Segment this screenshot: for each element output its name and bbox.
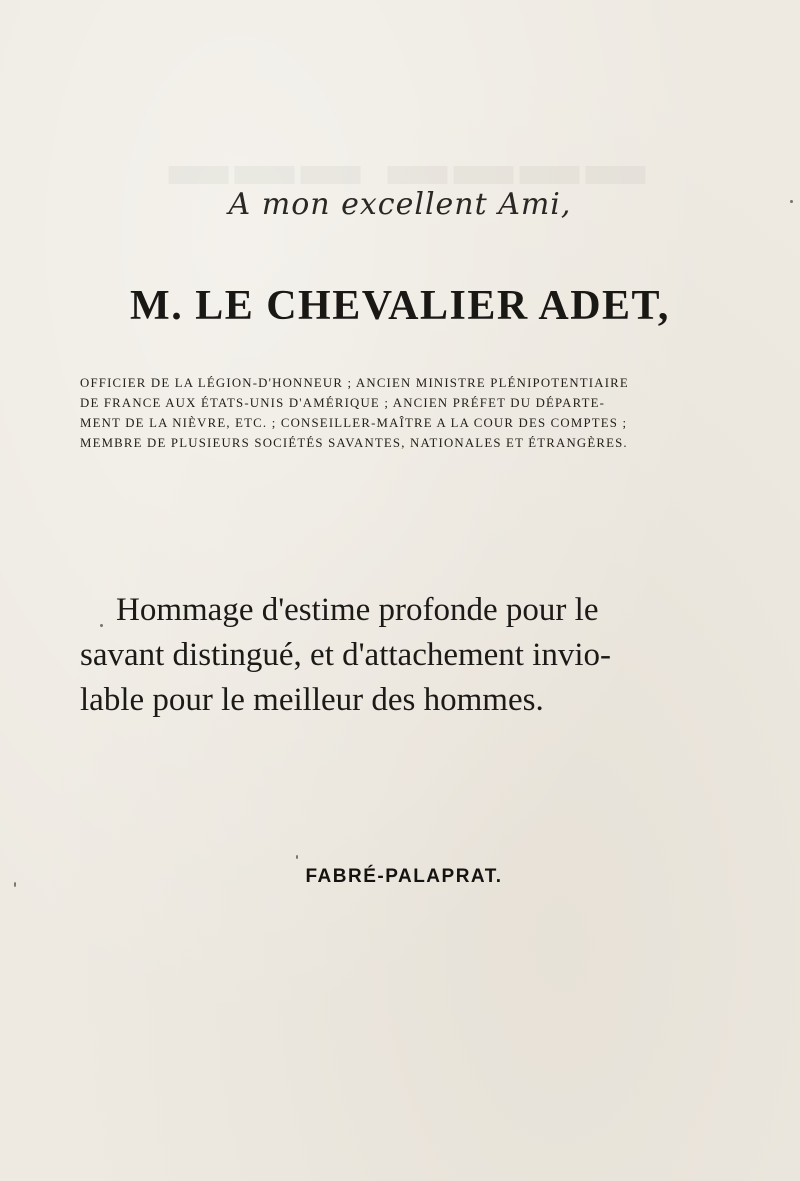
author-signature: FABRÉ-PALAPRAT.: [305, 866, 503, 887]
dedication-line: A mon excellent Ami,: [228, 187, 572, 222]
titles-line: OFFICIER DE LA LÉGION-D'HONNEUR ; ANCIEN MINISTRE PLÉNIPOTENTIAIRE: [80, 376, 629, 390]
titles-line: MENT DE LA NIÈVRE, ETC. ; CONSEILLER-MAÎTRE A LA COUR DES COMPTES ;: [80, 416, 628, 430]
paper-speck: [14, 882, 16, 887]
dedicatee-titles: [80, 373, 740, 453]
homage-paragraph: [80, 588, 740, 723]
dedicatee-name: M. LE CHEVALIER ADET,: [130, 283, 670, 329]
homage-line: lable pour le meilleur des hommes.: [80, 682, 544, 718]
paper-speck: [296, 855, 298, 859]
titles-line: DE FRANCE AUX ÉTATS-UNIS D'AMÉRIQUE ; ANCIEN PRÉFET DU DÉPARTE-: [80, 396, 606, 410]
show-through-text: ▬▬▬ ▬▬▬▬: [168, 131, 652, 197]
paper-speck: [790, 200, 793, 203]
titles-line: MEMBRE DE PLUSIEURS SOCIÉTÉS SAVANTES, NATIONALES ET ÉTRANGÈRES.: [80, 436, 628, 450]
homage-line: Hommage d'estime profonde pour le: [116, 592, 599, 628]
paper-speck: [100, 624, 103, 627]
homage-line: savant distingué, et d'attachement invio-: [80, 637, 612, 673]
